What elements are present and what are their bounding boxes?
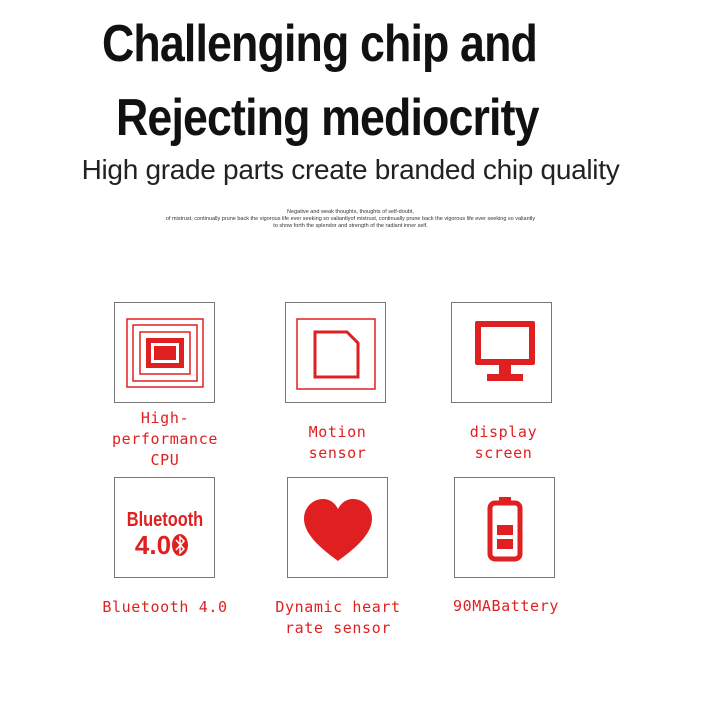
cpu-feature-box <box>114 302 215 403</box>
display-label-line: display <box>469 423 538 441</box>
motion-sensor-label-line: sensor <box>308 444 367 462</box>
motion-sensor-label <box>270 422 405 464</box>
monitor-icon <box>452 303 553 404</box>
small-text-line-3: to show forth the splendor and strength of the radiant inner self. <box>273 223 428 229</box>
subtitle: High grade parts create branded chip quality <box>81 154 620 185</box>
title-line-2: Rejecting mediocrity <box>116 89 539 147</box>
motion-sensor-label-line: Motion <box>308 423 367 441</box>
small-text-line-2: of mistrust, continually prune back the vigorous life ever seeking so valiantlyof mistrust, continually prune back the vigorous life ever seeking so valiantly <box>165 216 536 222</box>
bluetooth-feature-box <box>114 477 215 578</box>
cpu-label-line: performance <box>112 430 218 448</box>
motion-sensor-icon <box>286 303 387 404</box>
heart-rate-label-line: Dynamic heart <box>275 598 401 616</box>
battery-label-line: 90MABattery <box>453 597 559 615</box>
bluetooth-label-line: Bluetooth 4.0 <box>102 598 228 616</box>
bluetooth-version-text: 4.0 <box>134 530 172 560</box>
motion-sensor-feature-box <box>285 302 386 403</box>
display-feature-box <box>451 302 552 403</box>
heart-rate-label <box>262 597 414 639</box>
heart-rate-feature-box <box>287 477 388 578</box>
title-line-1: Challenging chip and <box>102 15 537 73</box>
bluetooth-logo-text: Bluetooth <box>126 507 204 531</box>
cpu-label-line: High- <box>140 409 190 427</box>
bluetooth-label <box>95 597 235 618</box>
battery-feature-box <box>454 477 555 578</box>
battery-label <box>436 596 576 617</box>
battery-icon <box>455 478 556 579</box>
cpu-label <box>100 408 230 471</box>
small-text-line-1: Negative and weak thoughts, thoughts of self-doubt, <box>287 209 414 215</box>
display-label <box>436 422 571 464</box>
heart-icon <box>288 478 389 579</box>
display-label-line: screen <box>474 444 533 462</box>
heart-rate-label-line: rate sensor <box>285 619 391 637</box>
bluetooth-logo-icon <box>115 478 216 579</box>
cpu-label-line: CPU <box>150 451 180 469</box>
cpu-chip-icon <box>115 303 216 404</box>
